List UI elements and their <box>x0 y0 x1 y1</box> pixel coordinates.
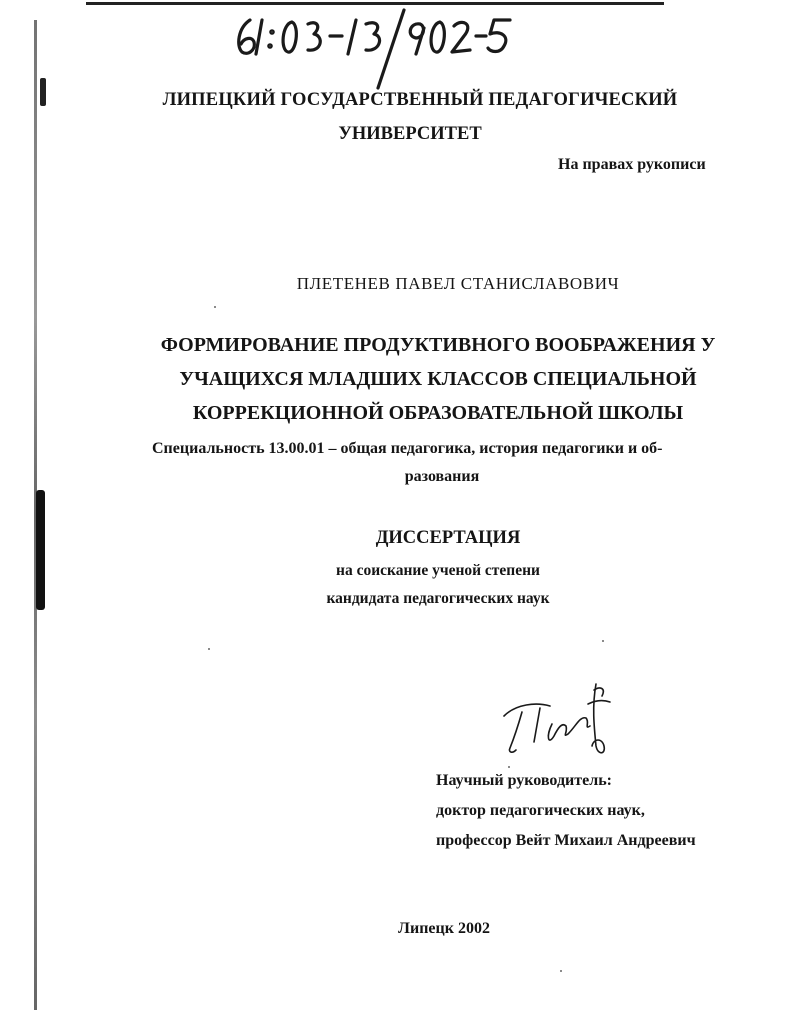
university-name-line1: ЛИПЕЦКИЙ ГОСУДАРСТВЕННЫЙ ПЕДАГОГИЧЕСКИЙ <box>162 90 678 110</box>
specialty-line1: Специальность 13.00.01 – общая педагогика, история педагогики и об- <box>152 440 663 457</box>
scan-speck <box>560 970 562 972</box>
handwritten-archive-number <box>228 6 528 92</box>
supervisor-degree: доктор педагогических наук, <box>436 802 645 819</box>
specialty-line2: разования <box>404 468 480 485</box>
author-name: ПЛЕТЕНЕВ ПАВЕЛ СТАНИСЛАВОВИЧ <box>296 274 620 293</box>
document-type: ДИССЕРТАЦИЯ <box>375 528 521 548</box>
degree-line2: кандидата педагогических наук <box>326 590 550 607</box>
supervisor-name: профессор Вейт Михаил Андреевич <box>436 832 696 849</box>
scan-speck <box>602 640 604 642</box>
place-and-year: Липецк 2002 <box>398 920 490 937</box>
scan-speck <box>208 648 210 650</box>
degree-line1: на соискание ученой степени <box>336 562 540 579</box>
scan-speck <box>214 306 216 308</box>
top-rule <box>86 2 664 5</box>
scan-speck <box>508 766 510 768</box>
university-name-line2: УНИВЕРСИТЕТ <box>338 124 482 144</box>
signature <box>496 676 626 762</box>
supervisor-label: Научный руководитель: <box>436 772 612 789</box>
dissertation-title-line1: ФОРМИРОВАНИЕ ПРОДУКТИВНОГО ВООБРАЖЕНИЯ У <box>160 334 716 356</box>
rights-note: На правах рукописи <box>558 156 706 173</box>
dissertation-title-line2: УЧАЩИХСЯ МЛАДШИХ КЛАССОВ СПЕЦИАЛЬНОЙ <box>179 368 697 390</box>
dissertation-title-line3: КОРРЕКЦИОННОЙ ОБРАЗОВАТЕЛЬНОЙ ШКОЛЫ <box>192 402 684 424</box>
